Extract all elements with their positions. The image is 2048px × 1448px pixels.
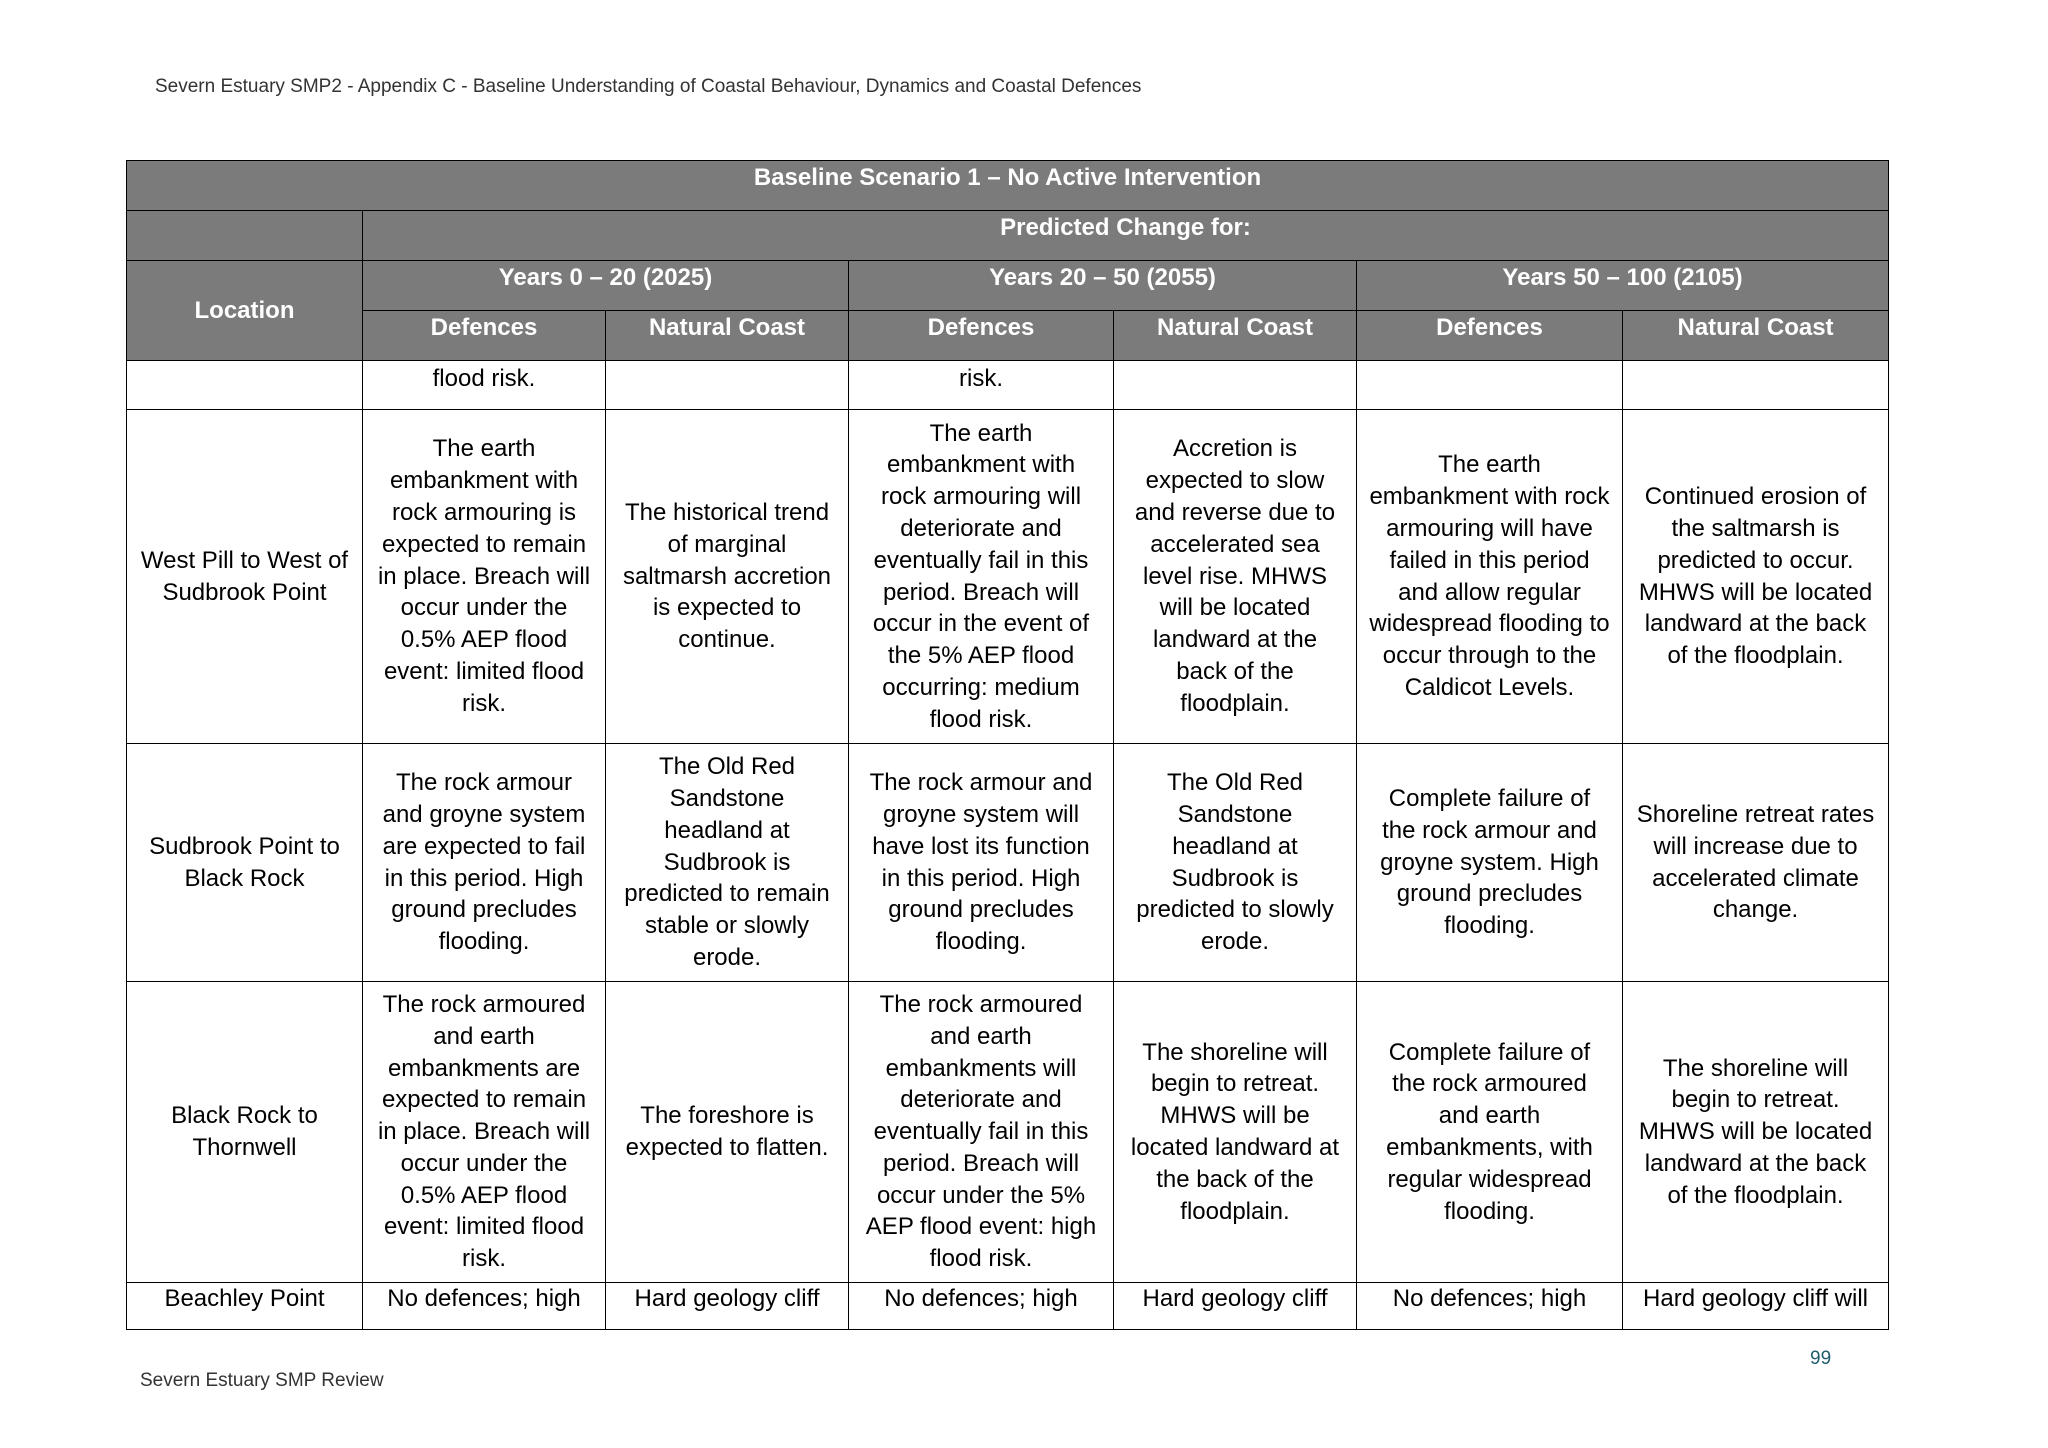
table-cell: Hard geology cliff <box>1114 1283 1357 1330</box>
table-cell: Hard geology cliff <box>606 1283 849 1330</box>
table-cell: The rock armoured and earth embankments will deteriorate and eventually fail in this period. Breach will occur under the 5% AEP flood event: high flood risk. <box>849 982 1114 1283</box>
sub-header-natural-coast: Natural Coast <box>1114 311 1357 361</box>
table-cell: Hard geology cliff will <box>1623 1283 1889 1330</box>
table-cell <box>127 361 363 410</box>
running-footer: Severn Estuary SMP Review <box>140 1370 384 1391</box>
table-row <box>127 982 1889 1283</box>
table-cell: No defences; high <box>363 1283 606 1330</box>
table-cell: The earth embankment with rock armouring is expected to remain in place. Breach will occur under the 0.5% AEP flood event: limited flood risk. <box>363 410 606 744</box>
table-cell: The Old Red Sandstone headland at Sudbrook is predicted to remain stable or slowly erode. <box>606 744 849 982</box>
table-cell: The rock armour and groyne system will have lost its function in this period. High ground precludes flooding. <box>849 744 1114 982</box>
table-cell: The shoreline will begin to retreat. MHWS will be located landward at the back of the floodplain. <box>1623 982 1889 1283</box>
table-cell: Continued erosion of the saltmarsh is predicted to occur. MHWS will be located landward at the back of the floodplain. <box>1623 410 1889 744</box>
table-cell: The historical trend of marginal saltmarsh accretion is expected to continue. <box>606 410 849 744</box>
location-cell: Black Rock to Thornwell <box>127 982 363 1283</box>
page-number: 99 <box>1810 1348 1832 1369</box>
period-header-20-50: Years 20 – 50 (2055) <box>849 261 1357 311</box>
location-cell: Sudbrook Point to Black Rock <box>127 744 363 982</box>
table-cell: The earth embankment with rock armouring will have failed in this period and allow regular widespread flooding to occur through to the Caldicot Levels. <box>1357 410 1623 744</box>
table-cell: The Old Red Sandstone headland at Sudbrook is predicted to slowly erode. <box>1114 744 1357 982</box>
period-header-50-100: Years 50 – 100 (2105) <box>1357 261 1889 311</box>
table-row <box>127 744 1889 982</box>
running-header: Severn Estuary SMP2 - Appendix C - Baseline Understanding of Coastal Behaviour, Dynamics and Coastal Defences <box>155 76 1142 97</box>
table-cell <box>606 361 849 410</box>
location-cell: Beachley Point <box>127 1283 363 1330</box>
table-cell: Shoreline retreat rates will increase due to accelerated climate change. <box>1623 744 1889 982</box>
table-cell: Complete failure of the rock armoured and earth embankments, with regular widespread flooding. <box>1357 982 1623 1283</box>
table-row <box>127 410 1889 744</box>
table-title: Baseline Scenario 1 – No Active Intervention <box>127 161 1889 211</box>
predicted-change-header: Predicted Change for: <box>363 211 1889 261</box>
table-cell: The earth embankment with rock armouring will deteriorate and eventually fail in this period. Breach will occur in the event of the 5% AEP flood occurring: medium flood risk. <box>849 410 1114 744</box>
period-header-0-20: Years 0 – 20 (2025) <box>363 261 849 311</box>
sub-header-natural-coast: Natural Coast <box>606 311 849 361</box>
baseline-scenario-table <box>126 160 1889 1330</box>
table-cell: risk. <box>849 361 1114 410</box>
location-cell: West Pill to West of Sudbrook Point <box>127 410 363 744</box>
sub-header-defences: Defences <box>849 311 1114 361</box>
table-cell: The rock armoured and earth embankments are expected to remain in place. Breach will occur under the 0.5% AEP flood event: limited flood risk. <box>363 982 606 1283</box>
table-cell: flood risk. <box>363 361 606 410</box>
table-cell: Accretion is expected to slow and reverse due to accelerated sea level rise. MHWS will be located landward at the back of the floodplain. <box>1114 410 1357 744</box>
location-header: Location <box>127 261 363 361</box>
table-row-continuation <box>127 361 1889 410</box>
sub-header-defences: Defences <box>1357 311 1623 361</box>
table-cell: The shoreline will begin to retreat. MHWS will be located landward at the back of the floodplain. <box>1114 982 1357 1283</box>
table-cell: The foreshore is expected to flatten. <box>606 982 849 1283</box>
sub-header-defences: Defences <box>363 311 606 361</box>
table-cell: No defences; high <box>1357 1283 1623 1330</box>
table-cell: Complete failure of the rock armour and groyne system. High ground precludes flooding. <box>1357 744 1623 982</box>
table-cell <box>1357 361 1623 410</box>
table-cell <box>1114 361 1357 410</box>
table-cell: No defences; high <box>849 1283 1114 1330</box>
sub-header-natural-coast: Natural Coast <box>1623 311 1889 361</box>
table-cell: The rock armour and groyne system are expected to fail in this period. High ground precludes flooding. <box>363 744 606 982</box>
blank-header-cell <box>127 211 363 261</box>
table-row <box>127 1283 1889 1330</box>
table-cell <box>1623 361 1889 410</box>
